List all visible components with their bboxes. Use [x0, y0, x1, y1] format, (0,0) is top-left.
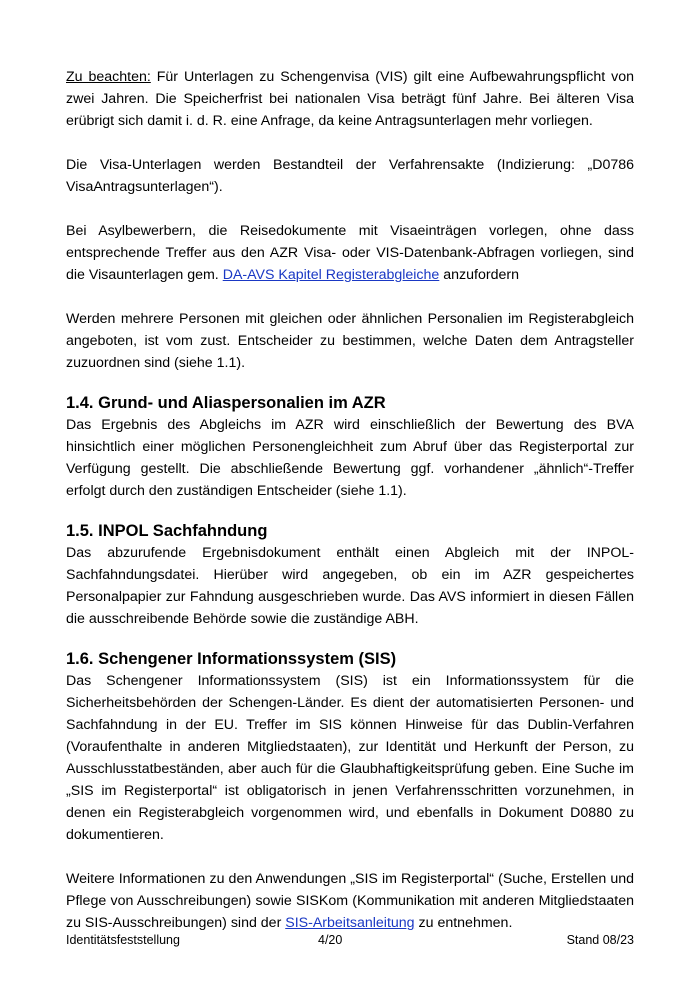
paragraph-azr-result: Das Ergebnis des Abgleichs im AZR wird einschließlich der Bewertung des BVA hinsichtlich einer möglichen Personengleichheit zum Abruf über das Registerportal zur Verfügung gestellt. Die abschließende Bewertung ggf. vorhandener „ähnlich“-Treffer erfolgt durch den zuständigen Entscheider (siehe 1.1). [66, 417, 634, 499]
paragraph-multiple-persons: Werden mehrere Personen mit gleichen oder ähnlichen Personalien im Registerabgleich angeboten, ist vom zust. Entscheider zu bestimmen, welche Daten dem Antragsteller zuzuordnen sind (siehe 1.1). [66, 311, 634, 371]
paragraph-further-info [66, 868, 634, 934]
footer-title: Identitätsfeststellung [66, 933, 180, 947]
heading-1-5: 1.5. INPOL Sachfahndung [66, 522, 268, 540]
paragraph-visa-documents: Die Visa-Unterlagen werden Bestandteil der Verfahrensakte (Indizierung: „D0786 VisaAntragsunterlagen“). [66, 157, 634, 195]
asylum-text-after: anzufordern [439, 267, 519, 283]
page-footer [66, 932, 634, 948]
paragraph-retention-note [66, 66, 634, 132]
page-number: 4/20 [318, 933, 343, 947]
note-text: Für Unterlagen zu Schengenvisa (VIS) gilt eine Aufbewahrungspflicht von zwei Jahren. Die Speicherfrist bei nationalen Visa beträgt fünf Jahre. Bei älteren Visa erübrigt sich damit i. d. R. eine Anfrage, da keine Antragsunterlagen mehr vorliegen. [66, 69, 634, 129]
further-info-before: Weitere Informationen zu den Anwendungen „SIS im Registerportal“ (Suche, Erstellen und Pflege von Ausschreibungen) sowie SISKom (Kommunikation mit anderen Mitgliedstaaten zu SIS-Ausschreibungen) sind der [66, 871, 634, 931]
document-body [66, 66, 634, 934]
link-da-avs-registerabgleiche[interactable]: DA-AVS Kapitel Registerabgleiche [222, 267, 440, 283]
note-label: Zu beachten: [66, 69, 151, 85]
heading-1-4: 1.4. Grund- und Aliaspersonalien im AZR [66, 394, 386, 412]
paragraph-inpol: Das abzurufende Ergebnisdokument enthält einen Abgleich mit der INPOL-Sachfahndungsdatei. Hierüber wird angegeben, ob ein im AZR gespeichertes Personalpapier zur Fahndung ausgeschrieben wurde. Das AVS informiert in diesen Fällen die ausschreibende Behörde sowie die zuständige ABH. [66, 545, 634, 627]
further-info-after: zu entnehmen. [414, 915, 513, 931]
asylum-text-before: Bei Asylbewerbern, die Reisedokumente mit Visaeinträgen vorlegen, ohne dass entsprechende Treffer aus den AZR Visa- oder VIS-Datenbank-Abfragen vorliegen, sind die Visaunterlagen gem. [66, 223, 634, 283]
paragraph-asylum-seekers [66, 220, 634, 286]
paragraph-sis: Das Schengener Informationssystem (SIS) ist ein Informationssystem für die Sicherheitsbehörden der Schengen-Länder. Es dient der automatisierten Personen- und Sachfahndung in der EU. Treffer im SIS können Hinweise für das Dublin-Verfahren (Voraufenthalte in anderen Mitgliedstaaten), zur Identität und Herkunft der Person, zu Ausschlusstatbeständen, aber auch für die Glaubhaftigkeitsprüfung geben. Eine Suche im „SIS im Registerportal“ ist obligatorisch in jenen Verfahrensschritten vorzunehmen, in denen ein Registerabgleich vorgenommen wird, und ebenfalls in Dokument D0880 zu dokumentieren. [66, 673, 634, 843]
link-sis-arbeitsanleitung[interactable]: SIS-Arbeitsanleitung [285, 915, 415, 931]
heading-1-6: 1.6. Schengener Informationssystem (SIS) [66, 650, 397, 668]
footer-date: Stand 08/23 [566, 933, 634, 947]
